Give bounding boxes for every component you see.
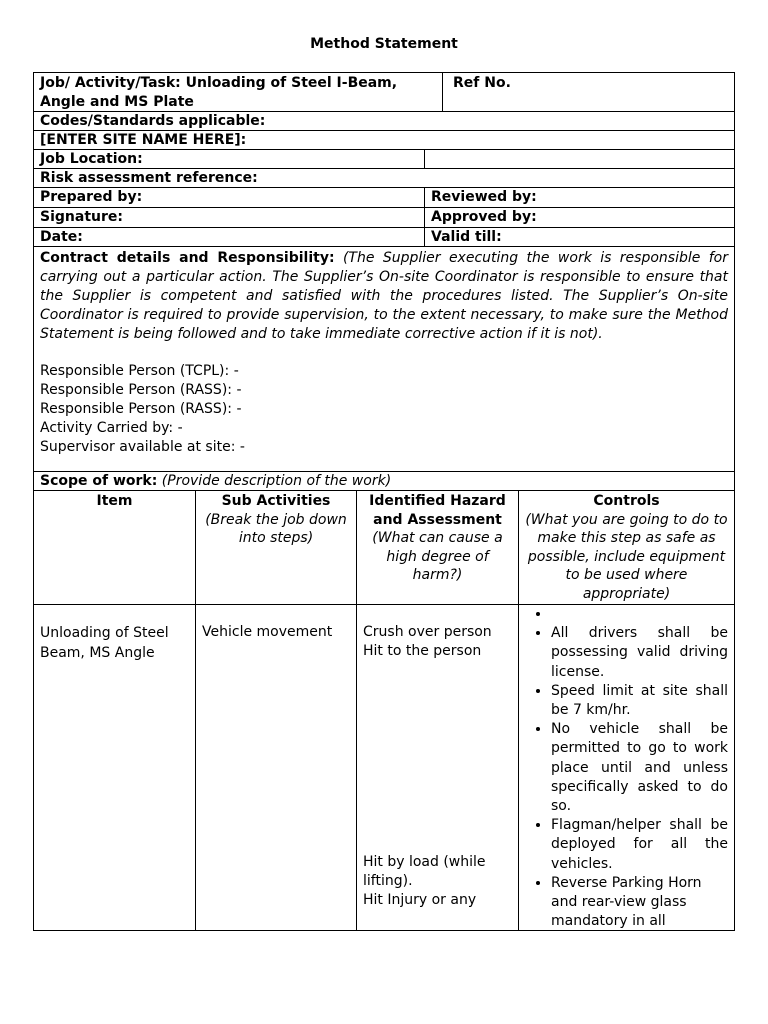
person-line: Supervisor available at site: -	[40, 439, 245, 455]
contract-text: (The Supplier executing the work is responsible for carrying out a particular action. The Supplier’s On-site Coordinator is responsible to ensure that the Supplier is competent and satisfied with the procedures listed. The Supplier’s On-site Coordinator is required to provide supervision, to the extent necessary, to make sure the Method Statement is being followed and to take immediate corrective action if it is not).	[40, 250, 728, 342]
document-title: Method Statement	[310, 36, 458, 52]
scope-hint: (Provide description of the work)	[161, 473, 392, 489]
contract-paragraph	[34, 247, 734, 459]
controls-header: Controls (What you are going to do to make this step as safe as possible, include equipment to be used where appropriate)	[525, 493, 728, 602]
list-item: • Flagman/helper shall be deployed for all the vehicles.	[551, 816, 728, 874]
list-item: • Reverse Parking Horn and rear-view glass mandatory in all	[551, 874, 728, 930]
person-line: Responsible Person (TCPL): -	[40, 363, 239, 379]
location-row	[33, 150, 735, 169]
table-row	[33, 605, 735, 931]
hazard-line: Crush over person	[363, 624, 492, 640]
reviewed-by-label: Reviewed by:	[431, 189, 537, 205]
person-line: Responsible Person (RASS): -	[40, 401, 242, 417]
signature-row	[33, 208, 735, 228]
controls-cell	[519, 605, 734, 930]
job-row	[33, 72, 735, 112]
prepared-row	[33, 188, 735, 208]
list-item: • All drivers shall be possessing valid driving license.	[551, 624, 728, 682]
risk-row	[33, 169, 735, 188]
signature-label: Signature:	[40, 209, 123, 225]
contract-section	[33, 247, 735, 472]
risk-assessment-label: Risk assessment reference:	[40, 170, 258, 186]
hazard-cell	[357, 605, 518, 930]
person-line: Activity Carried by: -	[40, 420, 183, 436]
contract-heading: Contract details and Responsibility:	[40, 250, 335, 266]
scope-cell	[34, 472, 734, 490]
table-header	[33, 491, 735, 605]
list-item	[551, 605, 728, 624]
person-line: Responsible Person (RASS): -	[40, 382, 242, 398]
job-cell	[34, 73, 442, 111]
list-item: • No vehicle shall be permitted to go to work place until and unless specifically asked to do so.	[551, 720, 728, 816]
ref-no-label: Ref No.	[453, 75, 511, 91]
sub-activities-header: Sub Activities (Break the job down into steps)	[205, 493, 347, 546]
list-item: • Speed limit at site shall be 7 km/hr.	[551, 682, 728, 720]
prepared-by-label: Prepared by:	[40, 189, 143, 205]
codes-row	[33, 112, 735, 131]
hazard-line: Hit to the person	[363, 643, 482, 659]
site-name: [ENTER SITE NAME HERE]:	[40, 132, 247, 148]
approved-by-label: Approved by:	[431, 209, 537, 225]
scope-label: Scope of work:	[40, 473, 158, 489]
site-row	[33, 131, 735, 150]
item-header: Item	[96, 493, 133, 509]
scope-row	[33, 472, 735, 491]
job-value: Unloading of Steel I-Beam, Angle and MS Plate	[40, 75, 398, 110]
hazard-line: Hit Injury or any	[363, 892, 477, 908]
valid-till-label: Valid till:	[431, 229, 502, 245]
controls-list	[523, 605, 728, 930]
sub-activity-cell: Vehicle movement	[202, 624, 333, 640]
responsible-persons	[40, 362, 728, 457]
codes-label: Codes/Standards applicable:	[40, 113, 266, 129]
job-label: Job/ Activity/Task:	[40, 75, 181, 91]
date-label: Date:	[40, 229, 83, 245]
item-cell: Unloading of Steel Beam, MS Angle	[40, 625, 169, 661]
hazard-line: Hit by load (while lifting).	[363, 854, 486, 889]
job-location-label: Job Location:	[40, 151, 143, 167]
hazard-header: Identified Hazard and Assessment (What can cause a high degree of harm?)	[369, 493, 506, 583]
date-row	[33, 228, 735, 247]
